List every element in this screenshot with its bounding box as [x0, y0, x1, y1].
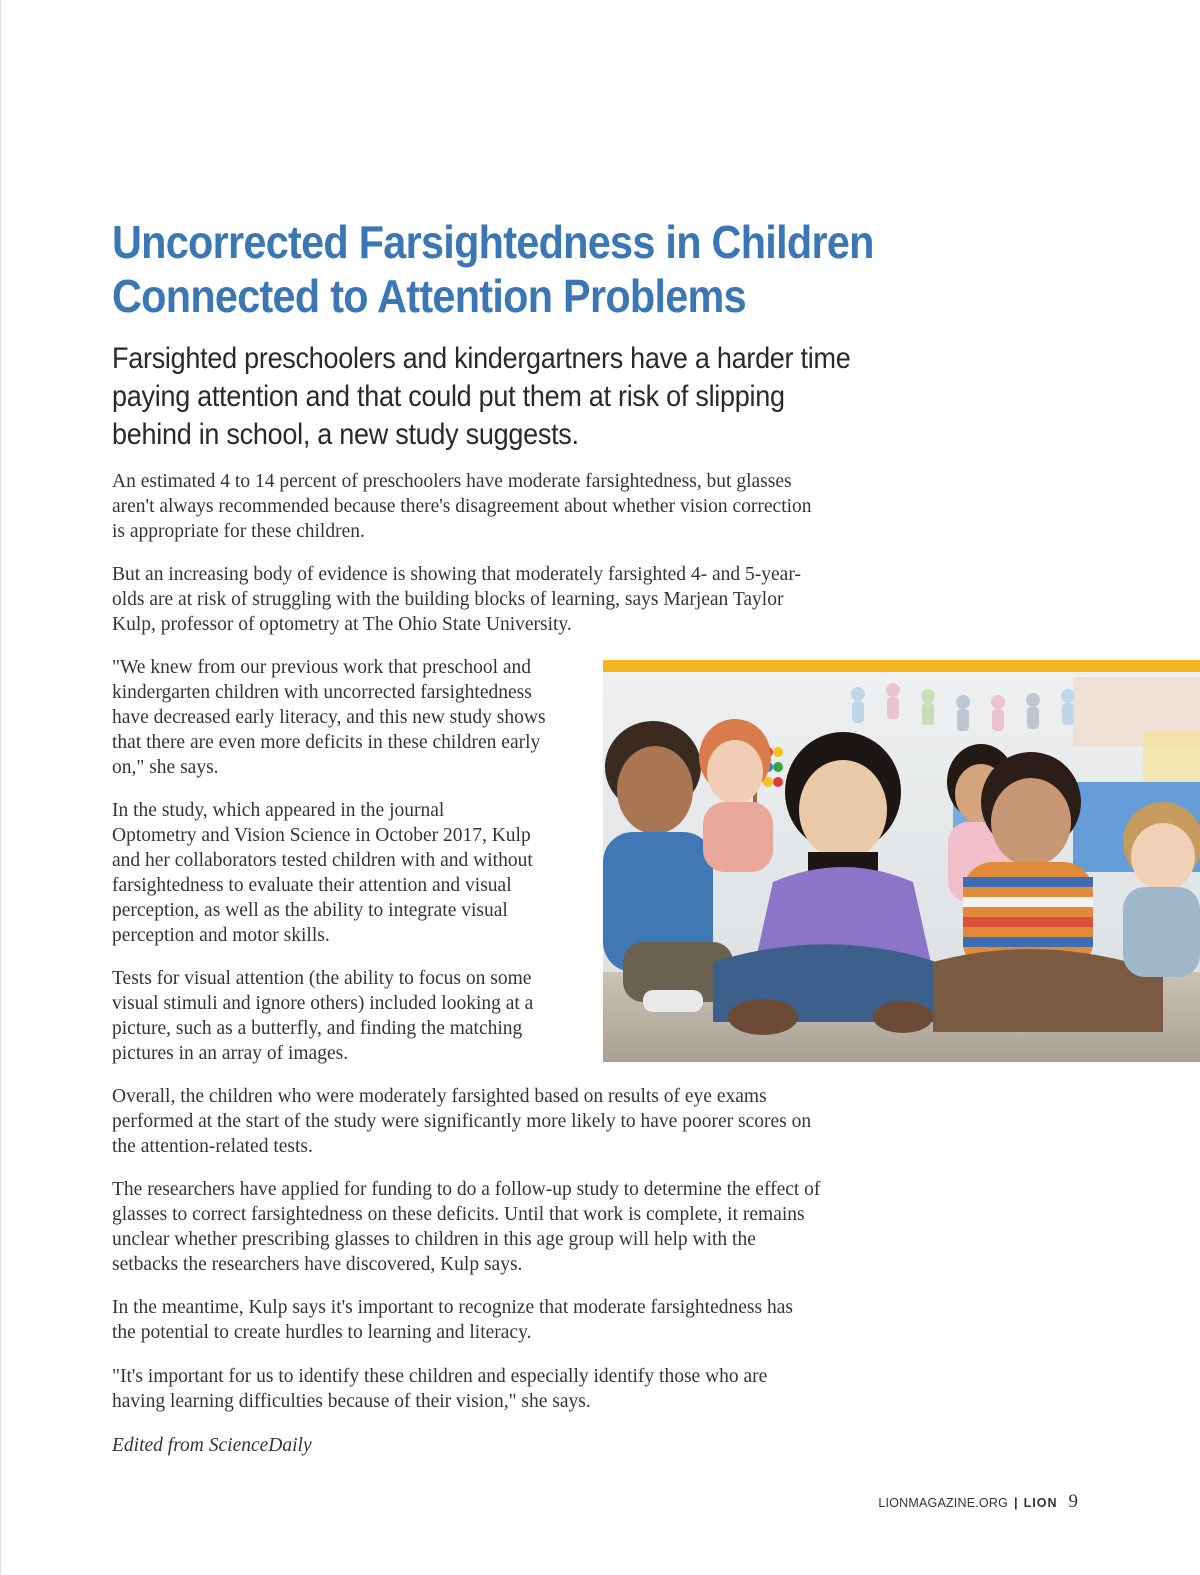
paragraph-line: pictures in an array of images. — [112, 1043, 349, 1064]
body-paragraph — [112, 1084, 811, 1159]
body-paragraph — [112, 966, 533, 1066]
paragraph-line: In the meantime, Kulp says it's important to recognize that moderate farsightedness has — [112, 1297, 793, 1318]
body-paragraph — [112, 655, 546, 780]
paragraph-line: the potential to create hurdles to learning and literacy. — [112, 1322, 532, 1343]
paragraph-line: glasses to correct farsightedness on these deficits. Until that work is complete, it remains — [112, 1204, 805, 1225]
paragraph-line: unclear whether prescribing glasses to children in this age group will help with the — [112, 1229, 756, 1250]
paragraph-line: setbacks the researchers have discovered, Kulp says. — [112, 1254, 523, 1275]
paragraph-line: is appropriate for these children. — [112, 521, 365, 542]
headline-line: Connected to Attention Problems — [112, 270, 746, 322]
page-number: 9 — [1068, 1491, 1078, 1512]
paragraph-line: Tests for visual attention (the ability to focus on some — [112, 968, 532, 989]
paragraph-line: farsightedness to evaluate their attention and visual — [112, 875, 512, 896]
article-deck — [112, 340, 868, 454]
paragraph-line: aren't always recommended because there's disagreement about whether vision correction — [112, 496, 812, 517]
paragraph-line: and her collaborators tested children with and without — [112, 850, 533, 871]
paragraph-line: The researchers have applied for funding to do a follow-up study to determine the effect of — [112, 1179, 821, 1200]
paragraph-line: Overall, the children who were moderately farsighted based on results of eye exams — [112, 1086, 767, 1107]
deck-line: paying attention and that could put them at risk of slipping — [112, 380, 785, 413]
body-paragraph — [112, 1295, 793, 1345]
paragraph-line: performed at the start of the study were significantly more likely to have poorer scores on — [112, 1111, 812, 1132]
headline-line: Uncorrected Farsightedness in Children — [112, 216, 874, 268]
footer-magazine: LION — [1023, 1496, 1058, 1510]
paragraph-line: having learning difficulties because of their vision," she says. — [112, 1391, 591, 1412]
body-paragraph — [112, 469, 812, 544]
body-paragraph — [112, 1177, 820, 1277]
article-headline — [112, 215, 874, 323]
body-paragraph — [112, 562, 801, 637]
paragraph-line: kindergarten children with uncorrected farsightedness — [112, 682, 532, 703]
paragraph-line: have decreased early literacy, and this new study shows — [112, 707, 546, 728]
body-paragraph — [112, 798, 533, 948]
photo-accent-bar — [603, 660, 1200, 672]
paragraph-line: that there are even more deficits in these children early — [112, 732, 541, 753]
page-footer — [878, 1491, 1078, 1513]
paragraph-line: the attention-related tests. — [112, 1136, 313, 1157]
deck-line: behind in school, a new study suggests. — [112, 418, 579, 451]
body-paragraph — [112, 1364, 767, 1414]
paragraph-line: But an increasing body of evidence is showing that moderately farsighted 4- and 5-year- — [112, 564, 801, 585]
paragraph-line: Optometry and Vision Science in October 2017, Kulp — [112, 825, 531, 846]
paragraph-line: In the study, which appeared in the journal — [112, 800, 445, 821]
paragraph-line: olds are at risk of struggling with the building blocks of learning, says Marjean Taylor — [112, 589, 784, 610]
classroom-photo — [603, 672, 1200, 1062]
page-edge — [0, 0, 1, 1575]
footer-separator: | — [1014, 1495, 1018, 1510]
source-credit: Edited from ScienceDaily — [112, 1435, 312, 1456]
paragraph-line: perception and motor skills. — [112, 925, 330, 946]
paragraph-line: picture, such as a butterfly, and finding the matching — [112, 1018, 523, 1039]
paragraph-line: perception, as well as the ability to integrate visual — [112, 900, 508, 921]
paragraph-line: visual stimuli and ignore others) included looking at a — [112, 993, 534, 1014]
footer-site: LIONMAGAZINE.ORG — [878, 1496, 1008, 1510]
paragraph-line: "It's important for us to identify these children and especially identify those who are — [112, 1366, 768, 1387]
deck-line: Farsighted preschoolers and kindergartners have a harder time — [112, 342, 851, 375]
paragraph-line: on," she says. — [112, 757, 219, 778]
paragraph-line: An estimated 4 to 14 percent of preschoolers have moderate farsightedness, but glasses — [112, 471, 792, 492]
paragraph-line: "We knew from our previous work that preschool and — [112, 657, 532, 678]
paragraph-line: Kulp, professor of optometry at The Ohio State University. — [112, 614, 572, 635]
